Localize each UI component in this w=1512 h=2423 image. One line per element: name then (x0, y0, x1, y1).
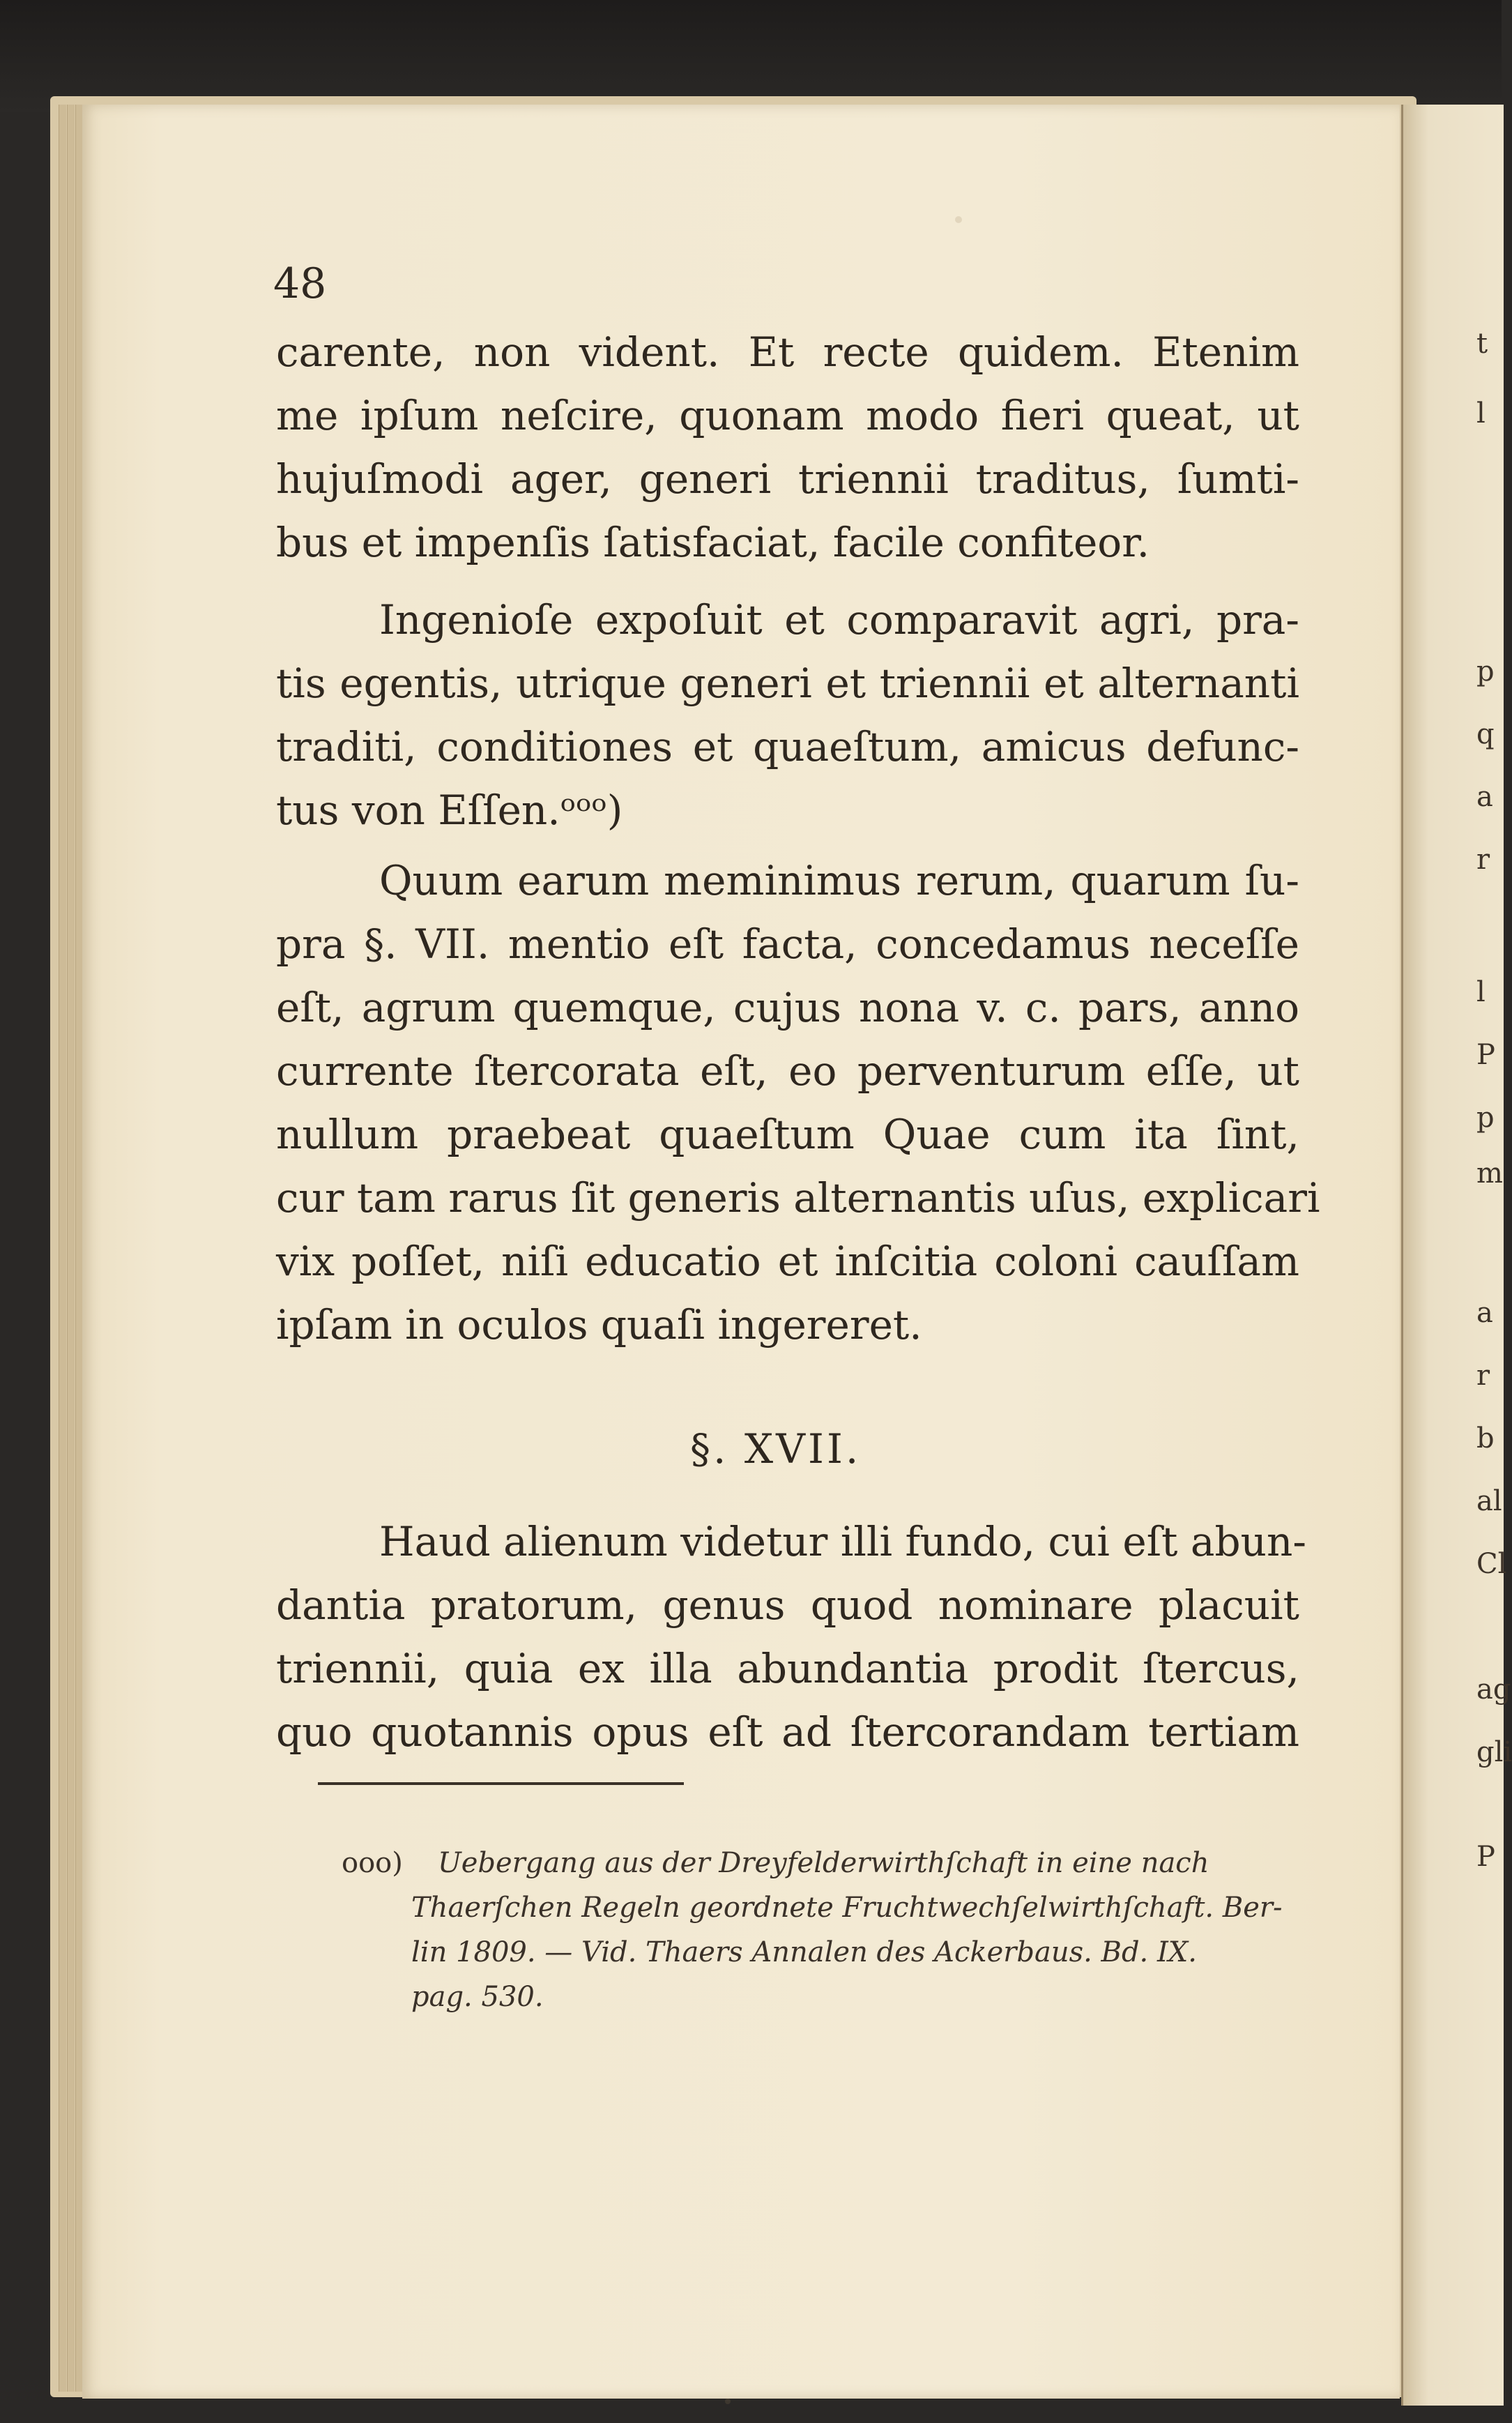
paper-spot (955, 216, 962, 223)
page-edge (67, 105, 75, 2392)
facing-page-letter: ag (1476, 1673, 1511, 1706)
page-edge (59, 105, 66, 2392)
section-paragraph (276, 1510, 1306, 1764)
text-line: Haud alienum videtur illi fundo, cui eſt abun- (379, 1518, 1306, 1565)
text-line: cur tam rarus ſit generis alternantis uſus, explicari (276, 1174, 1320, 1222)
text-line: vix poſſet, niſi educatio et inſcitia coloni cauſſam (276, 1238, 1299, 1285)
text-line: nullum praebeat quaeſtum Quae cum ita ſint, (276, 1111, 1299, 1158)
paper-spot (725, 2399, 731, 2404)
text-line: traditi, conditiones et quaeſtum, amicus defunc- (276, 723, 1299, 770)
facing-page-letter: r (1476, 1360, 1490, 1392)
facing-page-letter: b (1476, 1422, 1495, 1454)
facing-page-letter: p (1476, 655, 1495, 688)
text-line: bus et impenſis ſatisfaciat, facile confiteor. (276, 519, 1150, 566)
text-line: tis egentis, utrique generi et triennii et alternanti (276, 660, 1299, 707)
section-heading: §. XVII. (690, 1425, 862, 1473)
text-line: me ipſum neſcire, quonam modo fieri queat, ut (276, 392, 1299, 439)
text-line: ipſam in oculos quaſi ingereret. (276, 1301, 922, 1349)
footnote-line: Thaerſchen Regeln geordnete Fruchtwechſelwirthſchaft. Ber- (411, 1892, 1283, 1924)
text-line: hujuſmodi ager, generi triennii traditus, ſumti- (276, 455, 1299, 503)
footnote (342, 1841, 1307, 2019)
text-line: carente, non vident. Et recte quidem. Etenim (276, 328, 1299, 376)
facing-page-letter: p (1476, 1102, 1495, 1134)
facing-page-letter: l (1476, 976, 1486, 1008)
text-line: triennii, quia ex illa abundantia prodit ſtercus, (276, 1645, 1299, 1692)
facing-page-letter: a (1476, 781, 1493, 813)
text-line: quo quotannis opus eſt ad ſtercorandam tertiam (276, 1708, 1299, 1756)
facing-page-letter: P (1476, 1039, 1495, 1071)
facing-page-letter: al (1476, 1485, 1502, 1517)
page-number: 48 (273, 259, 327, 308)
footnote-line: pag. 530. (411, 1981, 544, 2013)
facing-page-letter: t (1476, 328, 1488, 360)
facing-page-letter: a (1476, 1297, 1493, 1329)
footnote-marker: ooo) (342, 1847, 403, 1879)
text-line: pra §. VII. mentio eſt facta, concedamus neceſſe (276, 920, 1299, 968)
paragraph-2 (276, 588, 1299, 842)
text-line: tus von Eſſen.ᵒᵒᵒ) (276, 787, 623, 834)
text-line: dantia pratorum, genus quod nominare placuit (276, 1581, 1299, 1629)
facing-page-letter: l (1476, 397, 1486, 430)
facing-page-letter: Cl (1476, 1548, 1507, 1580)
text-line: Quum earum meminimus rerum, quarum ſu- (379, 857, 1299, 904)
dark-backdrop (0, 0, 1502, 112)
text-line: Ingenioſe expoſuit et comparavit agri, pra- (379, 596, 1299, 644)
paragraph-3 (276, 849, 1320, 1357)
facing-page-letter: gli (1476, 1736, 1512, 1768)
footnote-line: Uebergang aus der Dreyfelderwirthſchaft in eine nach (438, 1847, 1209, 1879)
facing-page-letter: m (1476, 1157, 1503, 1190)
facing-page-letter: q (1476, 718, 1495, 750)
text-line: eſt, agrum quemque, cujus nona v. c. pars, anno (276, 984, 1299, 1031)
paragraph-1 (276, 321, 1299, 575)
text-line: currente ſtercorata eſt, eo perventurum eſſe, ut (276, 1047, 1299, 1095)
footnote-rule (318, 1782, 684, 1785)
facing-page-letter: r (1476, 844, 1490, 876)
facing-page-letter: P (1476, 1841, 1495, 1873)
facing-page-edge (1401, 105, 1507, 2406)
footnote-line: lin 1809. — Vid. Thaers Annalen des Ackerbaus. Bd. IX. (411, 1936, 1197, 1968)
